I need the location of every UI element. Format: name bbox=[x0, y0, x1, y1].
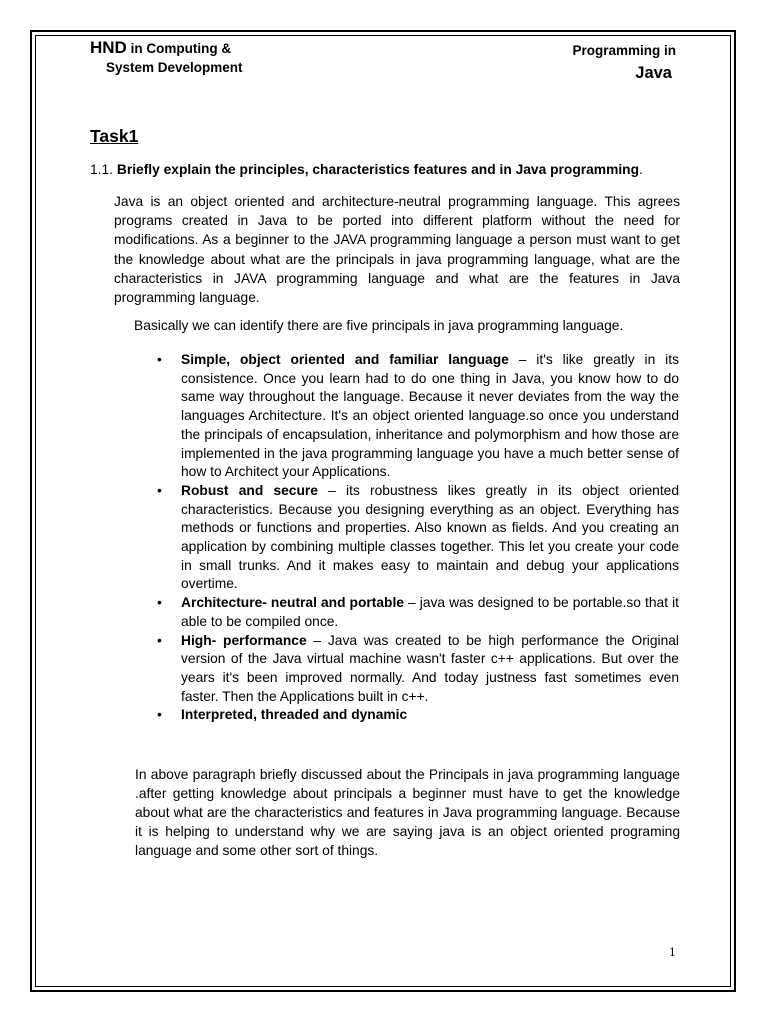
list-item bbox=[157, 594, 679, 631]
question-number: 1.1. bbox=[90, 162, 114, 177]
bullet-icon: • bbox=[157, 482, 162, 498]
principle-body: – it's like greatly in its consistence. Once you learn had to do one thing in Java, you know how to do same way throughout the language. Because it never deviates from the way the languages Architecture. It's an object oriented language.so once you understand the principals of encapsulation, inheritance and polymorphism and how those are implemented in the java programming language you have a much better sense of how to Architect your Applications. bbox=[181, 352, 679, 480]
page-number: 1 bbox=[669, 944, 676, 959]
summary-paragraph: In above paragraph briefly discussed about the Principals in java programming language .after getting knowledge about principals a beginner must have to get the knowledge about what are the characteristics and features in Java programming language. Because it is helping to understand why we are saying java is an object oriented programing language and some other sort of things. bbox=[135, 767, 680, 858]
bullet-icon: • bbox=[157, 595, 162, 611]
principle-title: High- performance bbox=[181, 632, 307, 648]
intro-paragraph: Java is an object oriented and architecture-neutral programming language. This agrees programs created in Java to be ported into different platform without the need for modifications. As a beginner to the JAVA programming language a person must want to get the knowledge about what are the principals in java programming language, what are the characteristics in JAVA programming language and what are the features in Java programming language. bbox=[114, 194, 680, 306]
task-title: Task1 bbox=[90, 126, 139, 146]
header-left-line1 bbox=[90, 38, 243, 58]
header-right bbox=[572, 40, 676, 84]
header-left bbox=[90, 38, 243, 77]
bullet-icon: • bbox=[157, 707, 162, 723]
principle-body: – its robustness likes greatly in its object oriented characteristics. Because you designing everything as an object. Everything has methods or functions and properties. Also known as fields. And you creating an application by combining multiple classes together. This let you create your code in small trunks. And it makes easy to maintain and debug your applications overtime. bbox=[181, 482, 679, 592]
header-hnd: HND bbox=[90, 38, 127, 57]
principle-body: – Java was created to be high performance the Original version of the Java virtual machine wasn't faster c++ applications. But over the years it's been improved normally. And today justness fast sometimes even faster. Then the Applications built in c++. bbox=[181, 632, 679, 704]
principle-body: – java was designed to be portable.so that it able to be compiled once. bbox=[181, 595, 679, 629]
principle-title: Robust and secure bbox=[181, 482, 318, 498]
question-text: Briefly explain the principles, characteristics features and in Java programming bbox=[116, 162, 640, 177]
principles-list bbox=[157, 351, 679, 725]
principle-title: Interpreted, threaded and dynamic bbox=[181, 707, 408, 723]
principles-intro: Basically we can identify there are five principals in java programming language. bbox=[134, 318, 624, 333]
question bbox=[90, 162, 690, 177]
header-right-line2: Java bbox=[635, 64, 672, 82]
list-item bbox=[157, 706, 679, 725]
bullet-icon: • bbox=[157, 632, 162, 648]
header-left-line1-rest: in Computing & bbox=[126, 41, 232, 56]
list-item bbox=[157, 351, 679, 482]
principle-title: Simple, object oriented and familiar language bbox=[181, 352, 509, 367]
header-left-line2: System Development bbox=[106, 60, 243, 75]
principle-title: Architecture- neutral and portable bbox=[181, 595, 404, 611]
list-item bbox=[157, 482, 679, 594]
list-item bbox=[157, 632, 679, 707]
bullet-icon: • bbox=[157, 352, 162, 367]
header-right-line1: Programming in bbox=[572, 43, 676, 58]
question-trailing: . bbox=[639, 162, 643, 177]
